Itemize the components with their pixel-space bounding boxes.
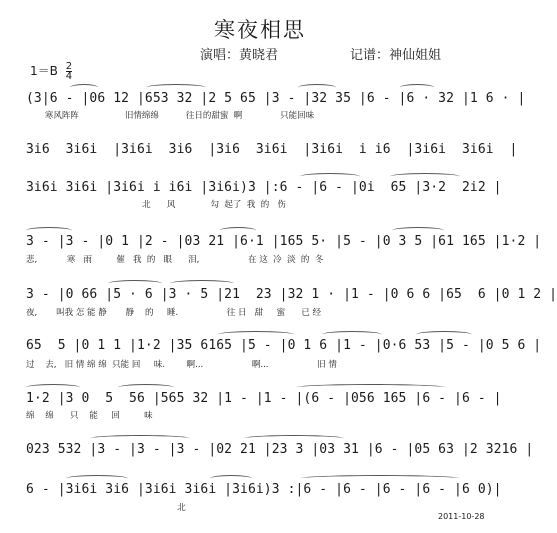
lyrics-line-1: 寒风阵阵 旧情绵绵 往日的甜蜜 啊 只能回味 bbox=[26, 111, 315, 121]
notation-notes: 023 532 |3 - |3 - |3 - |02 21 |23 3 |03 31 |6 - |05 63 |2 3216 | bbox=[26, 441, 534, 457]
slur-mark bbox=[26, 384, 80, 391]
notation-notes: 3i6i 3i6i |3i6i i i6i |3i6i)3 |:6 - |6 - |0i 65 |3·2 2i2 | bbox=[26, 179, 502, 195]
notation-notes: 3 - |3 - |0 1 |2 - |03 21 |6·1 |165 5· |5 - |0 3 5 |61 165 |1·2 | bbox=[26, 233, 542, 249]
notation-notes: 6 - |3i6i 3i6 |3i6i 3i6i |3i6i)3 :|6 - |6 - |6 - |6 - |6 0)| bbox=[26, 481, 502, 497]
time-signature bbox=[66, 62, 72, 81]
notation-line-9 bbox=[26, 480, 502, 498]
lyrics-line-6: 过 去, 旧 情 绵 绵 只能 回 味. 啊... 啊... 旧 情 bbox=[26, 360, 337, 370]
notation-line-6 bbox=[26, 336, 542, 354]
slur-mark bbox=[244, 435, 344, 442]
notation-line-1 bbox=[26, 89, 526, 107]
slur-mark bbox=[70, 84, 98, 91]
notation-line-5 bbox=[26, 285, 557, 303]
slur-mark bbox=[220, 227, 256, 234]
key-and-time-signature bbox=[30, 62, 72, 81]
notation-line-4 bbox=[26, 232, 542, 250]
slur-mark bbox=[66, 475, 128, 482]
singer-credit: 演唱：黄晓君 bbox=[200, 48, 279, 63]
slur-mark bbox=[26, 227, 72, 234]
lyrics-line-5: 夜, 叫我 怎 能 静 静 的 睡. 往 日 甜 蜜 已 经 bbox=[26, 308, 322, 318]
slur-mark bbox=[400, 84, 434, 91]
slur-mark bbox=[416, 331, 472, 338]
notation-line-8 bbox=[26, 440, 534, 458]
notation-line-3 bbox=[26, 178, 502, 196]
lyrics-line-3: 北 风 勾 起了 我 的 伤 bbox=[26, 200, 286, 210]
notation-notes: 3i6 3i6i |3i6i 3i6 |3i6 3i6i |3i6i i i6 |3i6i 3i6i | bbox=[26, 141, 518, 157]
time-signature-numerator: 2 bbox=[65, 61, 73, 72]
slur-mark bbox=[118, 384, 174, 391]
slur-mark bbox=[300, 173, 360, 180]
slur-mark bbox=[322, 331, 382, 338]
slur-mark bbox=[296, 384, 446, 391]
lyrics-line-4: 悲, 寒 雨 催 我 的 眼 泪, 在 这 冷 淡 的 冬 bbox=[26, 255, 324, 265]
slur-mark bbox=[170, 280, 234, 287]
song-title: 寒夜相思 bbox=[214, 18, 306, 42]
lyrics-line-9: 北 bbox=[26, 503, 186, 513]
slur-mark bbox=[298, 84, 336, 91]
time-signature-denominator: 4 bbox=[65, 71, 73, 82]
notation-notes: 65 5 |0 1 1 |1·2 |35 6165 |5 - |0 1 6 |1 - |0·6 53 |5 - |0 5 6 | bbox=[26, 337, 542, 353]
notation-line-7 bbox=[26, 389, 502, 407]
lyrics-line-2 bbox=[26, 161, 496, 173]
notation-notes: 3 - |0 66 |5 · 6 |3 · 5 |21 23 |32 1 · |1 - |0 6 6 |65 6 |0 1 2 | bbox=[26, 286, 557, 302]
notator-credit: 记谱：神仙姐姐 bbox=[350, 48, 442, 63]
notation-date: 2011-10-28 bbox=[438, 512, 485, 521]
notation-line-2 bbox=[26, 140, 518, 158]
slur-mark bbox=[90, 435, 190, 442]
slur-mark bbox=[218, 331, 294, 338]
notation-notes: (3|6 - |06 12 |653 32 |2 5 65 |3 - |32 35 |6 - |6 · 32 |1 6 · | bbox=[26, 90, 526, 106]
slur-mark bbox=[146, 84, 206, 91]
slur-mark bbox=[300, 475, 460, 482]
slur-mark bbox=[392, 227, 444, 234]
lyrics-line-7: 绵 绵 只 能 回 味 bbox=[26, 411, 153, 421]
key-signature: 1＝B bbox=[30, 64, 58, 78]
notation-notes: 1·2 |3 0 5 56 |565 32 |1 - |1 - |(6 - |056 165 |6 - |6 - | bbox=[26, 390, 502, 406]
slur-mark bbox=[108, 280, 162, 287]
slur-mark bbox=[210, 475, 252, 482]
slur-mark bbox=[390, 173, 460, 180]
